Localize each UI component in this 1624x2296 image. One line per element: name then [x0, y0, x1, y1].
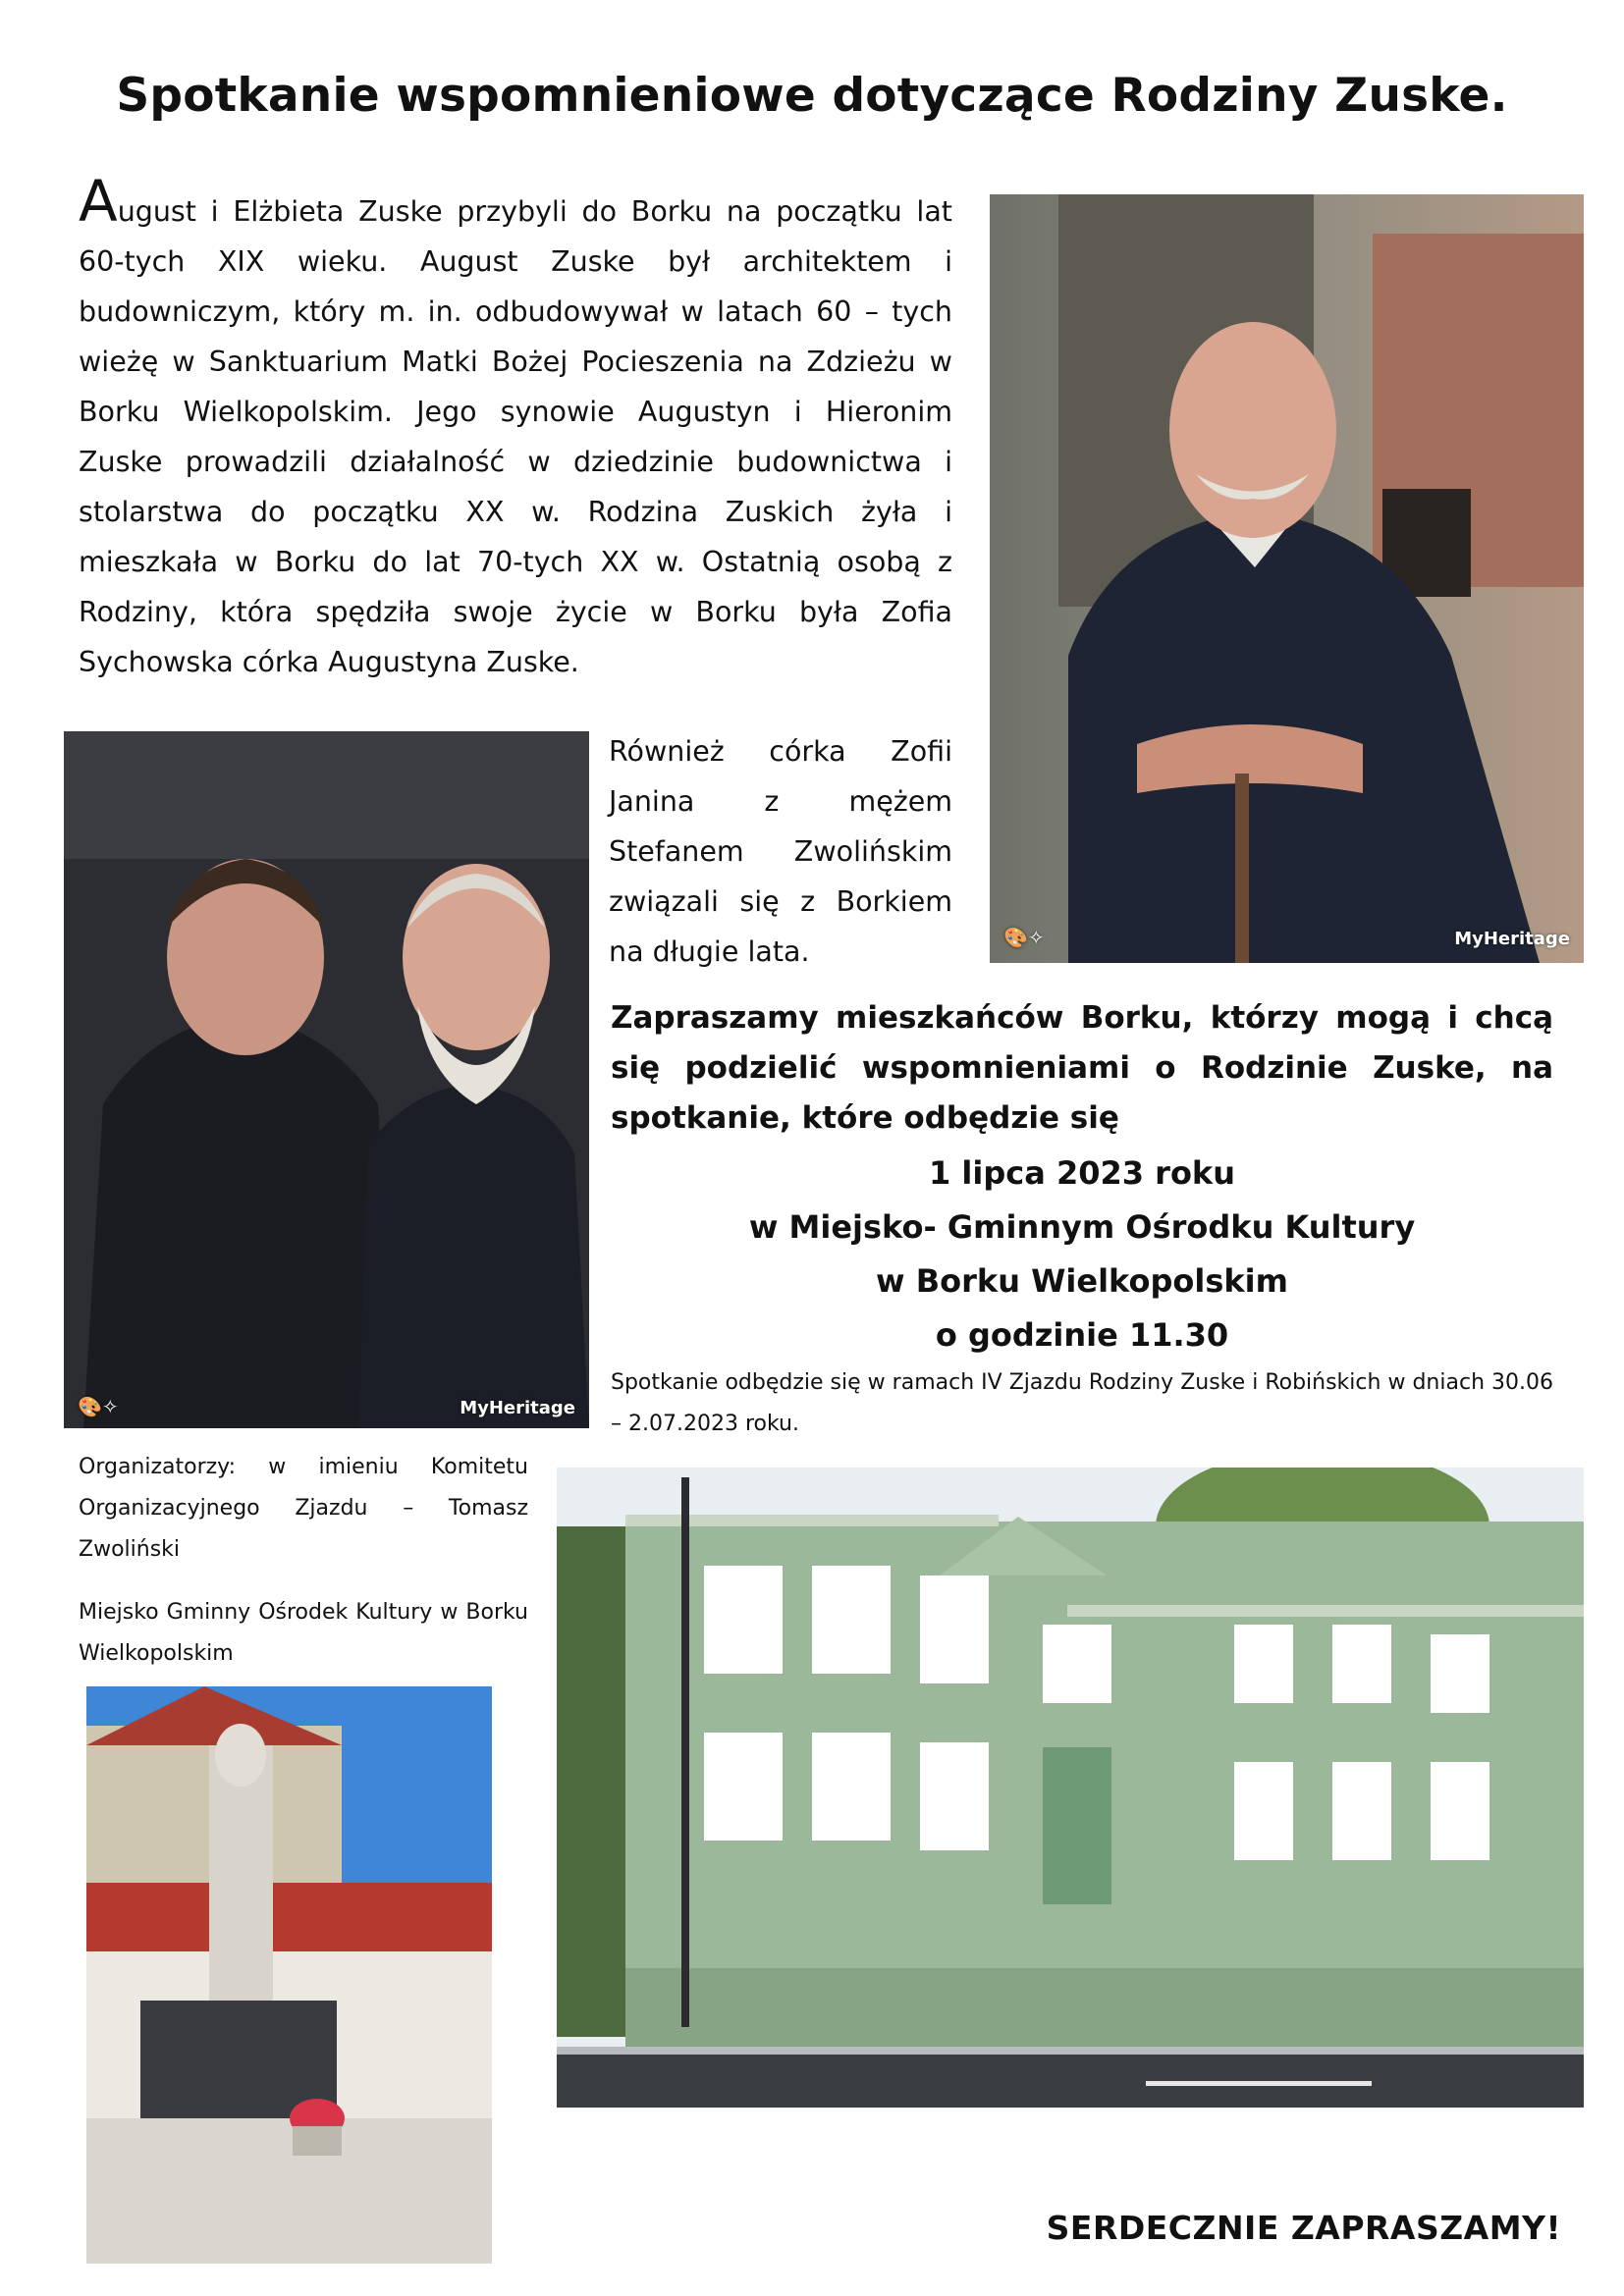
event-town: w Borku Wielkopolskim [876, 1262, 1288, 1300]
organizers-block [79, 1447, 528, 1696]
drop-cap: A [79, 168, 118, 235]
organizers-center: Miejsko Gminny Ośrodek Kultury w Borku Wielkopolskim [79, 1600, 528, 1666]
watermark-label: MyHeritage [460, 1398, 575, 1418]
invitation-text: Zapraszamy mieszkańców Borku, którzy mogą i chcą się podzielić wspomnieniami o Rodzinie Zuske, na spotkanie, które odbędzie się [611, 1000, 1553, 1136]
page-title: Spotkanie wspomnieniowe dotyczące Rodziny Zuske. [116, 69, 1508, 123]
event-time: o godzinie 11.30 [935, 1316, 1229, 1354]
event-date: 1 lipca 2023 roku [929, 1154, 1235, 1192]
event-note: Spotkanie odbędzie się w ramach IV Zjazdu Rodziny Zuske i Robińskich w dniach 30.06 – 2.07.2023 roku. [611, 1370, 1553, 1436]
event-venue: w Miejsko- Gminnym Ośrodku Kultury [748, 1208, 1416, 1246]
organizers-committee: Organizatorzy: w imieniu Komitetu Organizacyjnego Zjazdu – Tomasz Zwoliński [79, 1455, 528, 1562]
event-details [611, 1147, 1553, 1362]
closing-text: SERDECZNIE ZAPRASZAMY! [1046, 2209, 1561, 2247]
couple-portrait-photo [64, 731, 589, 1428]
cultural-center-building-photo [557, 1468, 1584, 2108]
watermark-label: MyHeritage [1454, 929, 1570, 949]
portrait-man-photo [990, 194, 1584, 963]
intro-continuation: Również córka Zofii Janina z mężem Stefanem Zwolińskim związali się z Borkiem na długie lata. [609, 735, 952, 968]
family-grave-monument-photo [86, 1686, 492, 2264]
intro-paragraph [79, 168, 952, 687]
intro-text: ugust i Elżbieta Zuske przybyli do Borku na początku lat 60-tych XIX wieku. August Zuske był architektem i budowniczym, który m. in. odbudowywał w latach 60 – tych wieżę w Sanktuarium Matki Bożej Pocieszenia na Zdzieżu w Borku Wielkopolskim. Jego synowie Augustyn i Hieronim Zuske prowadzili działalność w dziedzinie budownictwa i stolarstwa do początku XX w. Rodzina Zuskich żyła i mieszkała w Borku do lat 70-tych XX w. Ostatnią osobą z Rodziny, która spędziła swoje życie w Borku była Zofia Sychowska córka Augustyna Zuske. [79, 195, 952, 678]
palette-icon: 🎨✧ [1003, 926, 1045, 949]
palette-icon: 🎨✧ [78, 1395, 119, 1418]
